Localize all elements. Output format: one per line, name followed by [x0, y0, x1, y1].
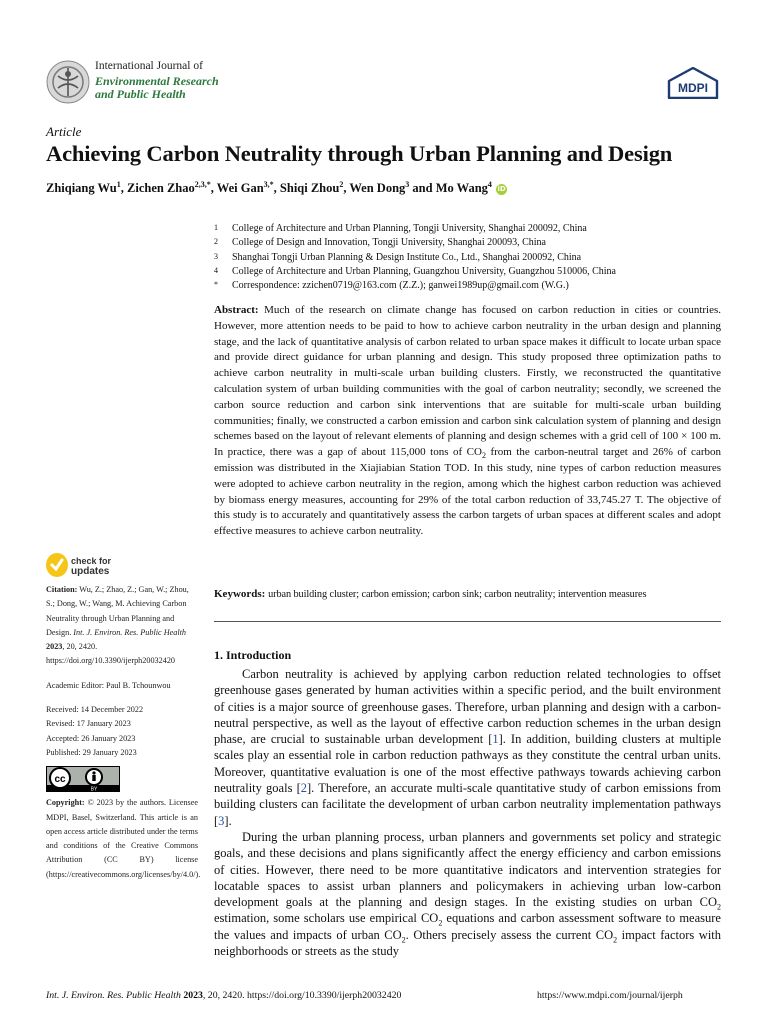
journal-name-line3: and Public Health — [95, 87, 186, 101]
affiliation-row: 3 Shanghai Tongji Urban Planning & Design Institute Co., Ltd., Shanghai 200092, China — [214, 251, 582, 263]
abstract: Abstract: Much of the research on climate change has focused on carbon reduction in cities or countries. However, more attention needs to be paid to how to achieve carbon neutrality in the urban design and planning stage, and the lack of quantitative analysis of carbon related to urban space makes it difficult to locate urban space and provide direct guidance for urban planning and design. This study proposed three optimization paths to achieve carbon neutrality in multi-scale urban building clusters. Firstly, we reconstructed the quantitative calculation system of urban building communities with the goal of carbon neutrality; secondly, we screened the carbon source reduction and carbon sink interventions that are suitable for multi-scale urban building communities; finally, we constructed a carbon emission and carbon sink calculation system of planning and design schemes based on the layout of relevant elements of planning and design schemes with a grid cell of 100 × 100 m. In practice, there was a gap of about 115,000 tons of $CO_2$ from the carbon-neutral target and 26% of carbon emission was distributed in the Xiajiabian Station TOD. In this study, nine types of carbon reduction measures were adopted to achieve carbon neutrality in the region, among which the highest carbon reduction was achieved by biomass energy measures, accounting for 29% of the total carbon reduction of 33,745.27 T. The objective of this study is to accurately and quantitatively assess the carbon targets of urban spaces at different scales and adopt effective measures to achieve carbon neutrality. — [214, 304, 722, 538]
published-date: Published: 29 January 2023 — [46, 747, 137, 757]
mdpi-logo — [666, 67, 720, 99]
keywords-text: urban building cluster; carbon emission; carbon sink; carbon neutrality; intervention measures — [268, 589, 647, 600]
author-name[interactable]: Shiqi Zhou — [279, 181, 340, 196]
received-date: Received: 14 December 2022 — [46, 705, 144, 715]
citation-link[interactable]: 3 — [218, 813, 225, 828]
author-name[interactable]: Zhiqiang Wu — [46, 181, 117, 196]
abstract-text-2: from the carbon-neutral target and 26% of carbon emission was distributed in the Xiajiabian Station TOD. In this study, nine types of carbon reduction measures were adopted to achieve carbon neutrality in the region, among which the highest carbon reduction was achieved by biomass energy measures, accounting for 29% of the total carbon reduction of 33,745.27 T. The objective of this study is to accurately and quantitatively assess the carbon targets of urban spaces at different scales and adopt effective measures to achieve carbon neutrality. — [214, 446, 721, 538]
author-name[interactable]: Mo Wang — [435, 181, 488, 196]
abstract-label: Abstract: — [214, 304, 259, 316]
article-title: Achieving Carbon Neutrality through Urban Planning and Design — [46, 141, 673, 166]
keywords-label: Keywords: — [214, 588, 266, 600]
author-name[interactable]: Zichen Zhao — [127, 181, 195, 196]
cc-by-license-badge[interactable] — [46, 766, 120, 792]
affiliation-row: 4 College of Architecture and Urban Planning, Guangzhou University, Guangzhou 510006, China — [214, 265, 616, 277]
affiliations — [214, 222, 724, 293]
section-divider — [214, 621, 721, 622]
author-name[interactable]: Wen Dong — [349, 181, 406, 196]
correspondence-row: * Correspondence: zzichen0719@163.com (Z.Z.); ganwei1989up@gmail.com (W.G.) — [214, 280, 569, 292]
citation-link[interactable]: 2 — [300, 781, 307, 796]
orcid-icon[interactable]: iD — [497, 185, 506, 194]
citation-link[interactable]: 1 — [492, 732, 499, 747]
citation: Citation: Wu, Z.; Zhao, Z.; Gan, W.; Zhou, S.; Dong, W.; Wang, M. Achieving Carbon Neutrality through Urban Planning and Design. Int. J. Environ. Res. Public Health 2023, 20, 2420. https://doi.org/10.3390/ijerph20032420 — [46, 585, 189, 666]
citation-doi-link[interactable]: , 20, 2420. https://doi.org/10.3390/ijerph20032420 — [46, 642, 176, 666]
svg-text:cc: cc — [54, 774, 66, 786]
paragraph: Carbon neutrality is achieved by applying carbon reduction related technologies to offset greenhouse gases generated by human activities within a specific period, and the built environment of cities is a major source of greenhouse gases. Therefore, urban planning and design with a carbon-neutral perspective, as well as the layout of effective carbon reduction schemes in the urban design phase, are crucial to sustainable urban development [1]. In addition, building clusters at multiple scales play an essential role in carbon reduction pathways as they constitute the central urban units. Moreover, quantitative evaluation is one of the most effective pathways towards achieving carbon neutrality goals [2]. Therefore, an accurate multi-scale quantitative study of carbon emissions from building clusters can facilitate the development of urban carbon neutrality implementation pathways [3]. — [214, 667, 721, 828]
author-name[interactable]: Wei Gan — [216, 181, 264, 196]
footer-doi-link[interactable]: , 20, 2420. https://doi.org/10.3390/ijerph20032420 — [202, 990, 402, 1001]
journal-name-line2: Environmental Research — [95, 74, 219, 88]
keywords — [214, 588, 734, 600]
affiliation-row: 2 College of Design and Innovation, Tongji University, Shanghai 200093, China — [214, 237, 546, 249]
author-list: Zhiqiang Wu$^1$, Zichen Zhao$^{2,3,*}$, Wei Gan$^{3,*}$, Shiqi Zhou$^2$, Wen Dong$^3$ and Mo Wang$^4$ iD — [46, 180, 506, 196]
check-for-updates-button[interactable] — [46, 553, 126, 581]
article-type: Article — [46, 124, 82, 139]
journal-logo — [46, 60, 90, 104]
check-updates-label-1: check for — [71, 556, 112, 566]
journal-name-line1: International Journal of — [95, 60, 203, 72]
footer-citation: Int. J. Environ. Res. Public Health 2023, 20, 2420. https://doi.org/10.3390/ijerph20032420 — [46, 990, 402, 1001]
check-updates-icon — [46, 553, 68, 577]
affiliation-row: 1 College of Architecture and Urban Planning, Tongji University, Shanghai 200092, China — [214, 223, 587, 234]
academic-editor: Academic Editor: Paul B. Tchounwou — [46, 680, 171, 690]
mdpi-logo-text: MDPI — [678, 81, 708, 95]
revised-date: Revised: 17 January 2023 — [46, 719, 131, 729]
introduction-body — [214, 666, 721, 959]
abstract-text-1: Much of the research on climate change has focused on carbon reduction in cities or countries. However, more attention needs to be paid to how to achieve carbon neutrality in the urban design and planning stage, and the lack of quantitative analysis of carbon related to urban space makes it difficult to locate urban space and provide direct guidance for urban planning and design. This study proposed three optimization paths to achieve carbon neutrality in multi-scale urban building clusters. Firstly, we reconstructed the quantitative calculation system of urban building communities with the goal of carbon neutrality; secondly, we screened the carbon source reduction and carbon sink interventions that are suitable for multi-scale urban building communities; finally, we constructed a carbon emission and carbon sink calculation system of planning and design schemes based on the layout of relevant elements of planning and design schemes with a grid cell of 100 × 100 m. In practice, there was a gap of about 115,000 tons of CO — [214, 304, 722, 459]
check-updates-label-2: updates — [71, 566, 110, 577]
article-info-sidebar — [46, 583, 201, 882]
svg-text:BY: BY — [90, 786, 98, 793]
accepted-date: Accepted: 26 January 2023 — [46, 733, 136, 743]
copyright-notice: Copyright: © 2023 by the authors. Licensee MDPI, Basel, Switzerland. This article is an open access article distributed under the terms and conditions of the Creative Commons Attribution (CC BY) license (https://creativecommons.org/licenses/by/4.0/). — [46, 798, 201, 879]
section-heading-introduction: 1. Introduction — [214, 648, 292, 662]
paragraph: During the urban planning process, urban planners and governments set policy and strategic goals, and these decisions and plans significantly affect the energy efficiency and carbon emissions of cities. However, there need to be more quantitative indicators and intervention strategies for locatable spaces to assist urban planners and policymakers in achieving urban low-carbon development goals at the planning and design stages. In the existing studies on urban $CO_2$ estimation, some scholars use empirical $CO_2$ equations and carbon assessment software to measure the values and impacts of urban $CO_2$. Others precisely assess the current $CO_2$ impact factors with neighborhoods or streets as the study — [214, 829, 722, 959]
footer-journal-url[interactable]: https://www.mdpi.com/journal/ijerph — [537, 990, 683, 1001]
